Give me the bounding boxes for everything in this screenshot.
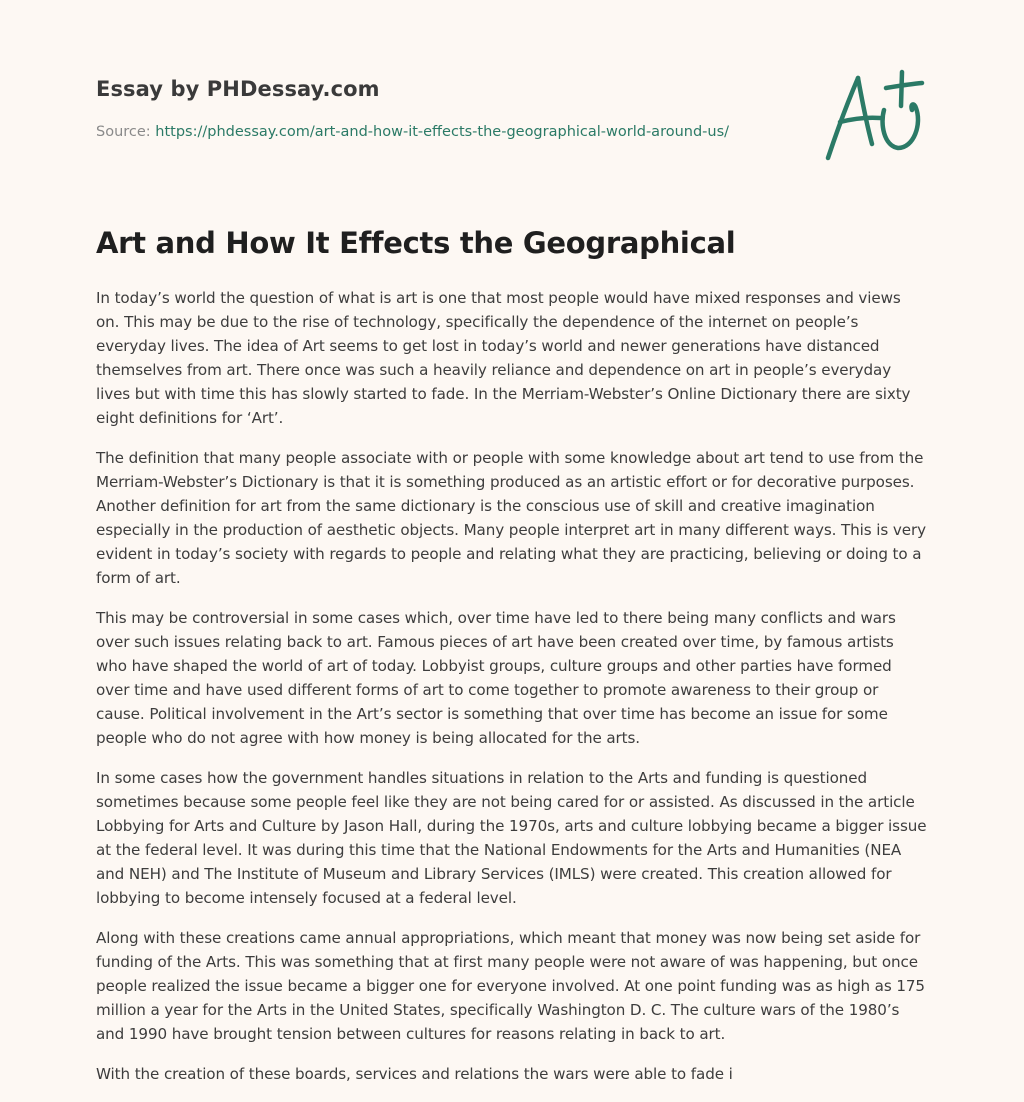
page-header [96,0,928,190]
a-plus-logo-icon [822,66,932,166]
essay-body [96,286,928,1102]
source-link[interactable]: https://phdessay.com/art-and-how-it-effects-the-geographical-world-around-us/ [155,124,730,140]
essay-paragraph: This may be controversial in some cases which, over time have led to there being many conflicts and wars over such issues relating back to art. Famous pieces of art have been created over time, by famous artists who have shaped the world of art of today. Lobbyist groups, culture groups and other parties have formed over time and have used different forms of art to come together to promote awareness to their group or cause. Political involvement in the Art’s sector is something that over time has become an issue for some people who do not agree with how money is being allocated for the arts. [96,609,896,747]
essay-paragraph: The definition that many people associate with or people with some knowledge about art tend to use from the Merriam-Webster’s Dictionary is that it is something produced as an artistic effort or for decorative purposes. Another definition for art from the same dictionary is the conscious use of skill and creative imagination especially in the production of aesthetic objects. Many people interpret art in many different ways. This is very evident in today’s society with regards to people and relating what they are practicing, believing or doing to a form of art. [96,449,926,587]
essay-paragraph-truncated: With the creation of these boards, services and relations the wars were able to fade i [96,1065,733,1083]
essay-paragraph: In today’s world the question of what is art is one that most people would have mixed responses and views on. This may be due to the rise of technology, specifically the dependence of the internet on people’s everyday lives. The idea of Art seems to get lost in today’s world and newer generations have distanced themselves from art. There once was such a heavily reliance and dependence on art in people’s everyday lives but with time this has slowly started to fade. In the Merriam-Webster’s Online Dictionary there are sixty eight definitions for ‘Art’. [96,289,911,427]
essay-paragraph: Along with these creations came annual appropriations, which meant that money was now being set aside for funding of the Arts. This was something that at first many people were not aware of was happening, but once people realized the issue became a bigger one for everyone involved. At one point funding was as high as 175 million a year for the Arts in the United States, specifically Washington D. C. The culture wars of the 1980’s and 1990 have brought tension between cultures for reasons relating in back to art. [96,929,925,1043]
source-label: Source: [96,124,156,140]
source-line [96,124,729,140]
essay-paragraph: In some cases how the government handles situations in relation to the Arts and funding is questioned sometimes because some people feel like they are not being cared for or assisted. As discussed in the article Lobbying for Arts and Culture by Jason Hall, during the 1970s, arts and culture lobbying became a bigger issue at the federal level. It was during this time that the National Endowments for the Arts and Humanities (NEA and NEH) and The Institute of Museum and Library Services (IMLS) were created. This creation allowed for lobbying to become intensely focused at a federal level. [96,769,927,907]
site-brand: Essay by PHDessay.com [96,77,380,101]
essay-title: Art and How It Effects the Geographical [96,226,736,260]
